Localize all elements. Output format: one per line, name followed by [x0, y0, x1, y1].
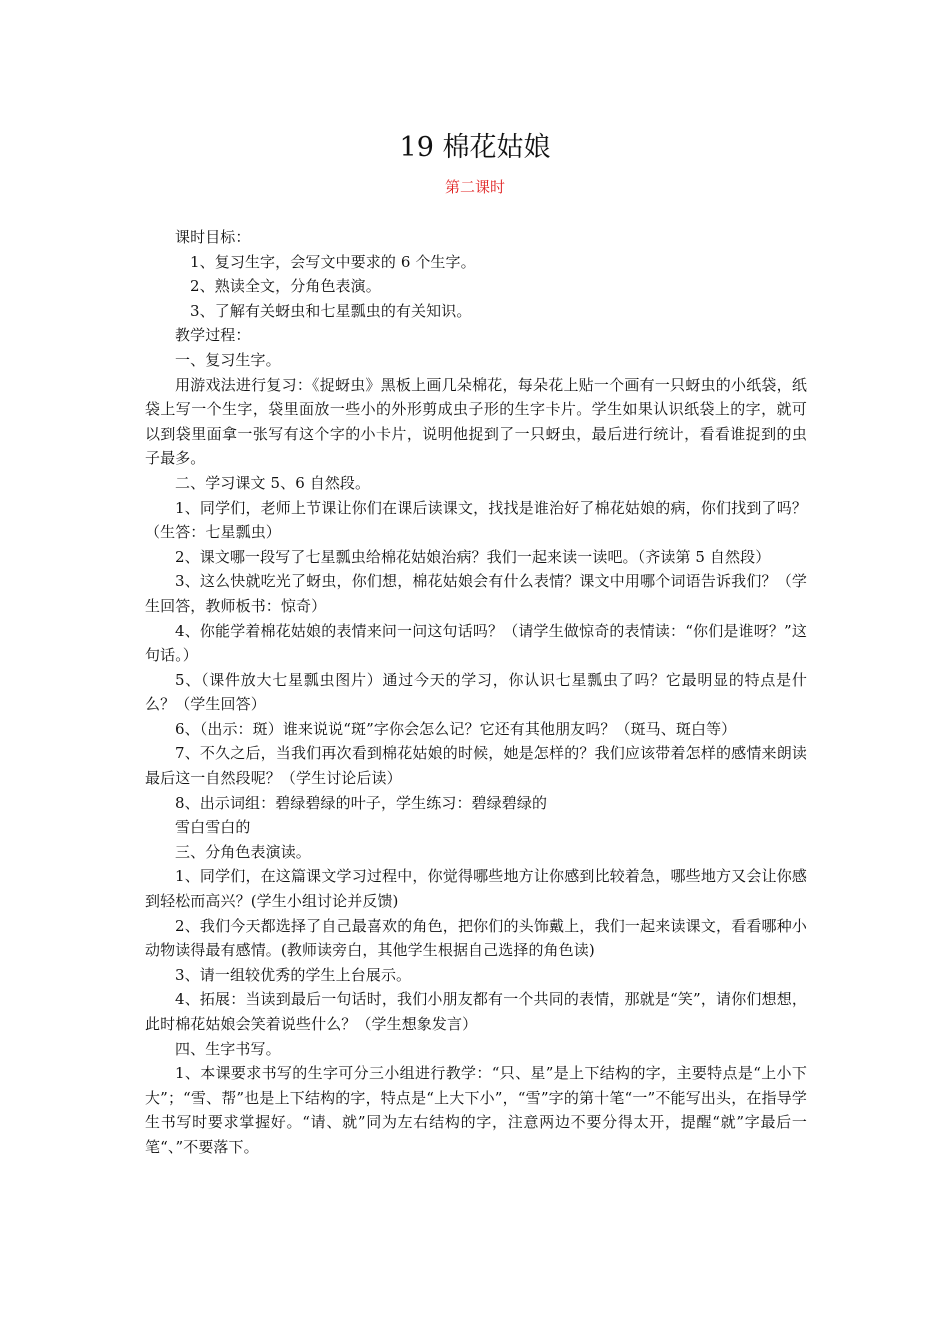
paragraph: 6、（出示：斑）谁来说说“斑”字你会怎么记？它还有其他朋友吗？（斑马、斑白等） — [175, 719, 737, 738]
document-body — [145, 225, 807, 1160]
paragraph: 3、请一组较优秀的学生上台展示。 — [175, 965, 412, 984]
paragraph: 3、这么快就吃光了蚜虫，你们想，棉花姑娘会有什么表情？课文中用哪个词语告诉我们？（学生回答，教师板书：惊奇） — [145, 572, 807, 615]
paragraph: 四、生字书写。 — [175, 1039, 281, 1058]
document-title: 19 棉花姑娘 — [399, 132, 551, 163]
paragraph: 1、同学们，老师上节课让你们在课后读课文，找找是谁治好了棉花姑娘的病，你们找到了吗？（生答：七星瓢虫） — [145, 498, 807, 542]
paragraph: 1、本课要求书写的生字可分三小组进行教学：“只、星”是上下结构的字，主要特点是“上小下大”；“雪、帮”也是上下结构的字，特点是“上大下小”，“雪”字的第十笔“一”不能写出头，在指导学生书写时要求掌握好。“请、就”同为左右结构的字，注意两边不要分得太开，提醒“就”字最后一笔“、”不要落下。 — [145, 1064, 807, 1156]
paragraph: 8、出示词组：碧绿碧绿的叶子，学生练习：碧绿碧绿的 — [175, 793, 548, 812]
paragraph: 1、同学们，在这篇课文学习过程中，你觉得哪些地方让你感到比较着急，哪些地方又会让你感到轻松而高兴？(学生小组讨论并反馈) — [145, 867, 807, 911]
paragraph: 5、（课件放大七星瓢虫图片）通过今天的学习，你认识七星瓢虫了吗？它最明显的特点是什么？（学生回答） — [145, 670, 807, 714]
paragraph: 2、我们今天都选择了自己最喜欢的角色，把你们的头饰戴上，我们一起来读课文，看看哪种小动物读得最有感情。(教师读旁白，其他学生根据自己选择的角色读) — [145, 916, 807, 960]
paragraph: 课时目标： — [175, 228, 251, 246]
paragraph: 一、复习生字。 — [175, 350, 281, 369]
paragraph: 4、你能学着棉花姑娘的表情来问一问这句话吗？（请学生做惊奇的表情读：“你们是谁呀？”这句话。） — [145, 621, 807, 665]
paragraph: 1、复习生字，会写文中要求的 6 个生字。 — [190, 252, 476, 271]
paragraph: 三、分角色表演读。 — [175, 842, 311, 861]
paragraph: 雪白雪白的 — [175, 818, 251, 837]
paragraph: 2、课文哪一段写了七星瓢虫给棉花姑娘治病？我们一起来读一读吧。（齐读第 5 自然段） — [175, 547, 771, 566]
paragraph: 4、拓展：当读到最后一句话时，我们小朋友都有一个共同的表情，那就是“笑”，请你们想想，此时棉花姑娘会笑着说些什么？（学生想象发言） — [145, 990, 807, 1033]
paragraph: 7、不久之后，当我们再次看到棉花姑娘的时候，她是怎样的？我们应该带着怎样的感情来朗读最后这一自然段呢？（学生讨论后读） — [145, 744, 807, 788]
paragraph: 3、了解有关蚜虫和七星瓢虫的有关知识。 — [190, 301, 472, 320]
paragraph: 教学过程： — [175, 326, 251, 345]
paragraph: 二、学习课文 5、6 自然段。 — [175, 473, 371, 492]
paragraph: 用游戏法进行复习：《捉蚜虫》黑板上画几朵棉花，每朵花上贴一个画有一只蚜虫的小纸袋，纸袋上写一个生字，袋里面放一些小的外形剪成虫子形的生字卡片。学生如果认识纸袋上的字，就可以到袋里面拿一张写有这个字的小卡片，说明他捉到了一只蚜虫，最后进行统计，看看谁捉到的虫子最多。 — [145, 375, 807, 468]
lesson-subtitle: 第二课时 — [444, 178, 505, 196]
paragraph: 2、熟读全文，分角色表演。 — [190, 277, 381, 296]
